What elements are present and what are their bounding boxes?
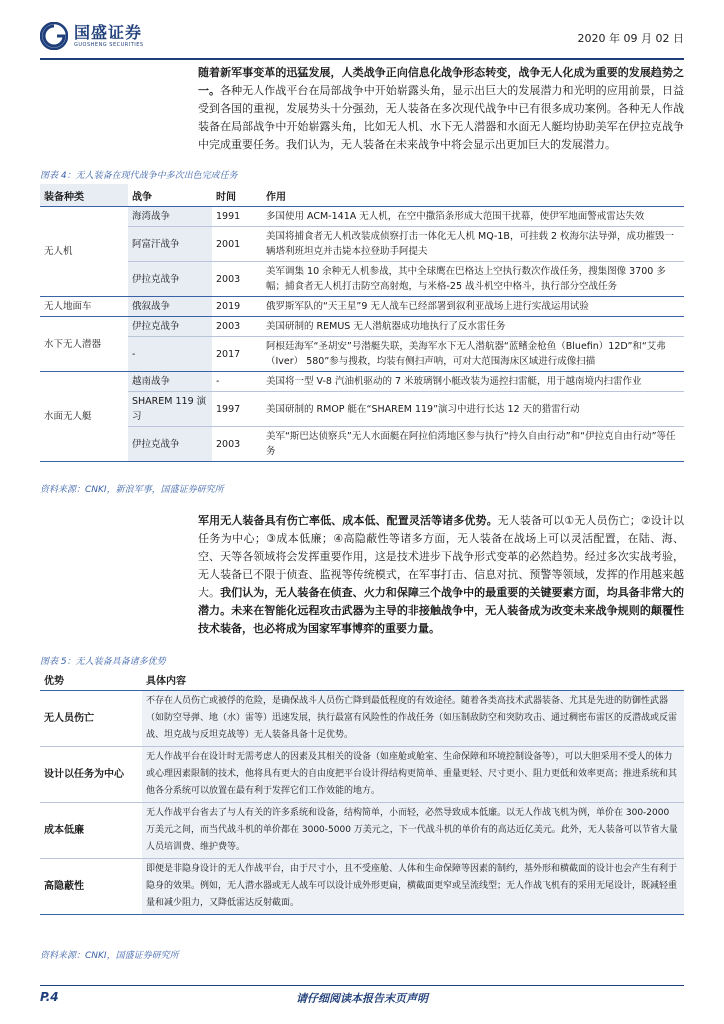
column-header: 作用 [262, 184, 684, 207]
disclaimer-link: 请仔细阅读本报告末页声明 [296, 992, 428, 1005]
role-cell: 阿根廷海军“圣胡安”号潜艇失联，美海军水下无人潜航器“蓝鳍金枪鱼（Bluefin）12D”和“艾弗（Iver） 580”参与搜救，均装有侧扫声呐，可对大范围海床区域进行成像扫描 [262, 337, 684, 372]
figure4-table [40, 184, 684, 462]
advantage-cell: 设计以任务为中心 [40, 747, 142, 803]
intro-paragraph [198, 64, 684, 154]
column-header: 具体内容 [142, 668, 684, 691]
advantages-paragraph [198, 512, 684, 638]
advantage-cell: 无人员伤亡 [40, 691, 142, 747]
column-header: 装备种类 [40, 184, 128, 207]
category-cell: 无人机 [40, 207, 128, 297]
table-row [40, 803, 684, 859]
table-row [40, 337, 684, 372]
war-cell: 阿富汗战争 [128, 227, 212, 262]
table-row [40, 392, 684, 427]
advantages-text: 无人装备可以①无人员伤亡；②设计以任务为中心；③成本低廉；④高隐蔽性等诸多方面，无人装备在战场上可以灵活配置，在陆、海、空、天等各领域将会发挥重要作用，这是技术进步下战争形式变革的必然趋势。经过多次实战考验，无人装备已不限于侦查、监视等传统模式，在军事打击、信息对抗、预警等领域，发挥的作用越来越大。 [198, 514, 684, 599]
category-cell: 水面无人艇 [40, 372, 128, 462]
role-cell: 美国将捕食者无人机改装成侦察打击一体化无人机 MQ-1B，可挂载 2 枚海尔法导弹，成功摧毁一辆塔利班坦克并击毙本拉登助手阿提夫 [262, 227, 684, 262]
year-cell: 2019 [212, 297, 262, 317]
company-logo [40, 22, 144, 50]
advantage-cell: 成本低廉 [40, 803, 142, 859]
intro-bold: 随着新军事变革的迅猛发展，人类战争正向信息化战争形态转变，战争无人化成为重要的发展趋势之一。 [198, 66, 684, 97]
role-cell: 俄罗斯军队的“天王星”9 无人战车已经部署到叙利亚战场上进行实战运用试验 [262, 297, 684, 317]
table-row [40, 262, 684, 297]
report-date: 2020 年 09 月 02 日 [577, 32, 684, 45]
table-header-row [40, 668, 684, 691]
column-header: 优势 [40, 668, 142, 691]
figure5-source: 资料来源：CNKI，国盛证券研究所 [40, 951, 179, 961]
table-row [40, 207, 684, 227]
logo-name: 国盛证券 [74, 22, 143, 42]
content-cell: 即便是非隐身设计的无人作战平台，由于尺寸小，且不受座舱、人体和生命保障等因素的制约，基外形和横截面的设计也会产生有利于隐身的效果。例如，无人潜水器或无人战车可以设计成外形更扁，横截面更窄或呈流线型；无人作战飞机有的采用无尾设计，既减轻重量和减少阻力，又降低雷达反射截面。 [142, 859, 684, 915]
logo-icon [40, 22, 68, 50]
role-cell: 美军“斯巴达侦察兵”无人水面艇在阿拉伯湾地区参与执行“持久自由行动”和“伊拉克自由行动”等任务 [262, 427, 684, 462]
advantages-bold-lead: 军用无人装备具有伤亡率低、成本低、配置灵活等诸多优势。 [198, 514, 498, 527]
war-cell: 海湾战争 [128, 207, 212, 227]
role-cell: 美军调集 10 余种无人机参战，其中全球鹰在巴格达上空执行数次作战任务，搜集图像 3700 多幅；捕食者无人机打击防空高射炮，与米格-25 战斗机空中格斗，执行部分空战任务 [262, 262, 684, 297]
figure5-table [40, 668, 684, 915]
year-cell: 2003 [212, 317, 262, 337]
logo-name-en: GUOSHENG SECURITIES [74, 41, 144, 48]
war-cell: 俄叙战争 [128, 297, 212, 317]
table-row [40, 297, 684, 317]
year-cell: - [212, 372, 262, 392]
header-divider [40, 58, 684, 60]
table-header-row [40, 184, 684, 207]
content-cell: 不存在人员伤亡或被俘的危险，是确保战斗人员伤亡降到最低程度的有效途径。随着各类高技术武器装备、尤其是先进的防御性武器（如防空导弹、地（水）雷等）迅速发展，执行最富有风险性的作战任务（如压制敌防空和突防攻击、通过稠密布雷区的反潜战或反雷战、坦克战与反坦克战等）无人装备具备十足优势。 [142, 691, 684, 747]
war-cell: 伊拉克战争 [128, 427, 212, 462]
intro-text: 各种无人作战平台在局部战争中开始崭露头角，显示出巨大的发展潜力和光明的应用前景，日益受到各国的重视，发展势头十分强劲，无人装备在多次现代战争中已有很多成功案例。各种无人作战装备在局部战争中开始崭露头角，比如无人机、水下无人潜器和水面无人艇均协助美军在伊拉克战争中完成重要任务。我们认为，无人装备在未来战争中将会显示出更加巨大的发展潜力。 [198, 84, 684, 151]
role-cell: 美国研制的 REMUS 无人潜航器成功地执行了反水雷任务 [262, 317, 684, 337]
table-row [40, 859, 684, 915]
footer-divider [40, 985, 684, 986]
table-row [40, 691, 684, 747]
war-cell: - [128, 337, 212, 372]
advantages-bold-tail: 我们认为，无人装备在侦查、火力和保障三个战争中的最重要的关键要素方面，均具备非常大的潜力。未来在智能化远程攻击武器为主导的非接触战争中，无人装备成为改变未来战争规则的颠覆性技术装备，也必将成为国家军事博弈的重要力量。 [198, 586, 684, 635]
column-header: 战争 [128, 184, 212, 207]
role-cell: 美国研制的 RMOP 艇在“SHAREM 119”演习中进行长达 12 天的猎雷行动 [262, 392, 684, 427]
category-cell: 水下无人潜器 [40, 317, 128, 372]
year-cell: 2003 [212, 427, 262, 462]
table-row [40, 747, 684, 803]
war-cell: SHAREM 119 演习 [128, 392, 212, 427]
year-cell: 2003 [212, 262, 262, 297]
table-row [40, 227, 684, 262]
year-cell: 1997 [212, 392, 262, 427]
role-cell: 美国将一型 V-8 汽油机驱动的 7 米玻璃钢小艇改装为遥控扫雷艇，用于越南境内扫雷作业 [262, 372, 684, 392]
war-cell: 伊拉克战争 [128, 317, 212, 337]
year-cell: 2017 [212, 337, 262, 372]
figure4-title: 图表 4：无人装备在现代战争中多次出色完成任务 [40, 171, 238, 181]
role-cell: 多国使用 ACM-141A 无人机，在空中撒箔条形成大范围干扰幕，使伊军地面警戒雷达失效 [262, 207, 684, 227]
table-row [40, 427, 684, 462]
advantage-cell: 高隐蔽性 [40, 859, 142, 915]
war-cell: 伊拉克战争 [128, 262, 212, 297]
war-cell: 越南战争 [128, 372, 212, 392]
year-cell: 2001 [212, 227, 262, 262]
table-row [40, 317, 684, 337]
content-cell: 无人作战平台省去了与人有关的许多系统和设备，结构简单，小而轻，必然导致成本低廉。以无人作战飞机为例，单价在 300-2000 万美元之间，而当代战斗机的单价都在 3000-5000 万美元之，下一代战斗机的单价有的高达近亿美元。此外，无人装备可以节省大量人员培训费、维护费等。 [142, 803, 684, 859]
category-cell: 无人地面车 [40, 297, 128, 317]
year-cell: 1991 [212, 207, 262, 227]
page-number: P.4 [40, 990, 59, 1004]
table-row [40, 372, 684, 392]
content-cell: 无人作战平台在设计时无需考虑人的因素及其相关的设备（如座舱或舱室、生命保障和环境控制设备等），可以大胆采用不受人的体力或心理因素限制的技术，他将具有更大的自由度把平台设计得结构更简单、重量更轻、尺寸更小、阻力更低和效率更高；推进系统和其他各分系统可以放置在最有利于发挥它们工作效能的地方。 [142, 747, 684, 803]
page-header [40, 22, 684, 56]
figure5-title: 图表 5：无人装备具备诸多优势 [40, 657, 166, 667]
figure4-source: 资料来源：CNKI，新浪军事，国盛证券研究所 [40, 485, 224, 495]
column-header: 时间 [212, 184, 262, 207]
